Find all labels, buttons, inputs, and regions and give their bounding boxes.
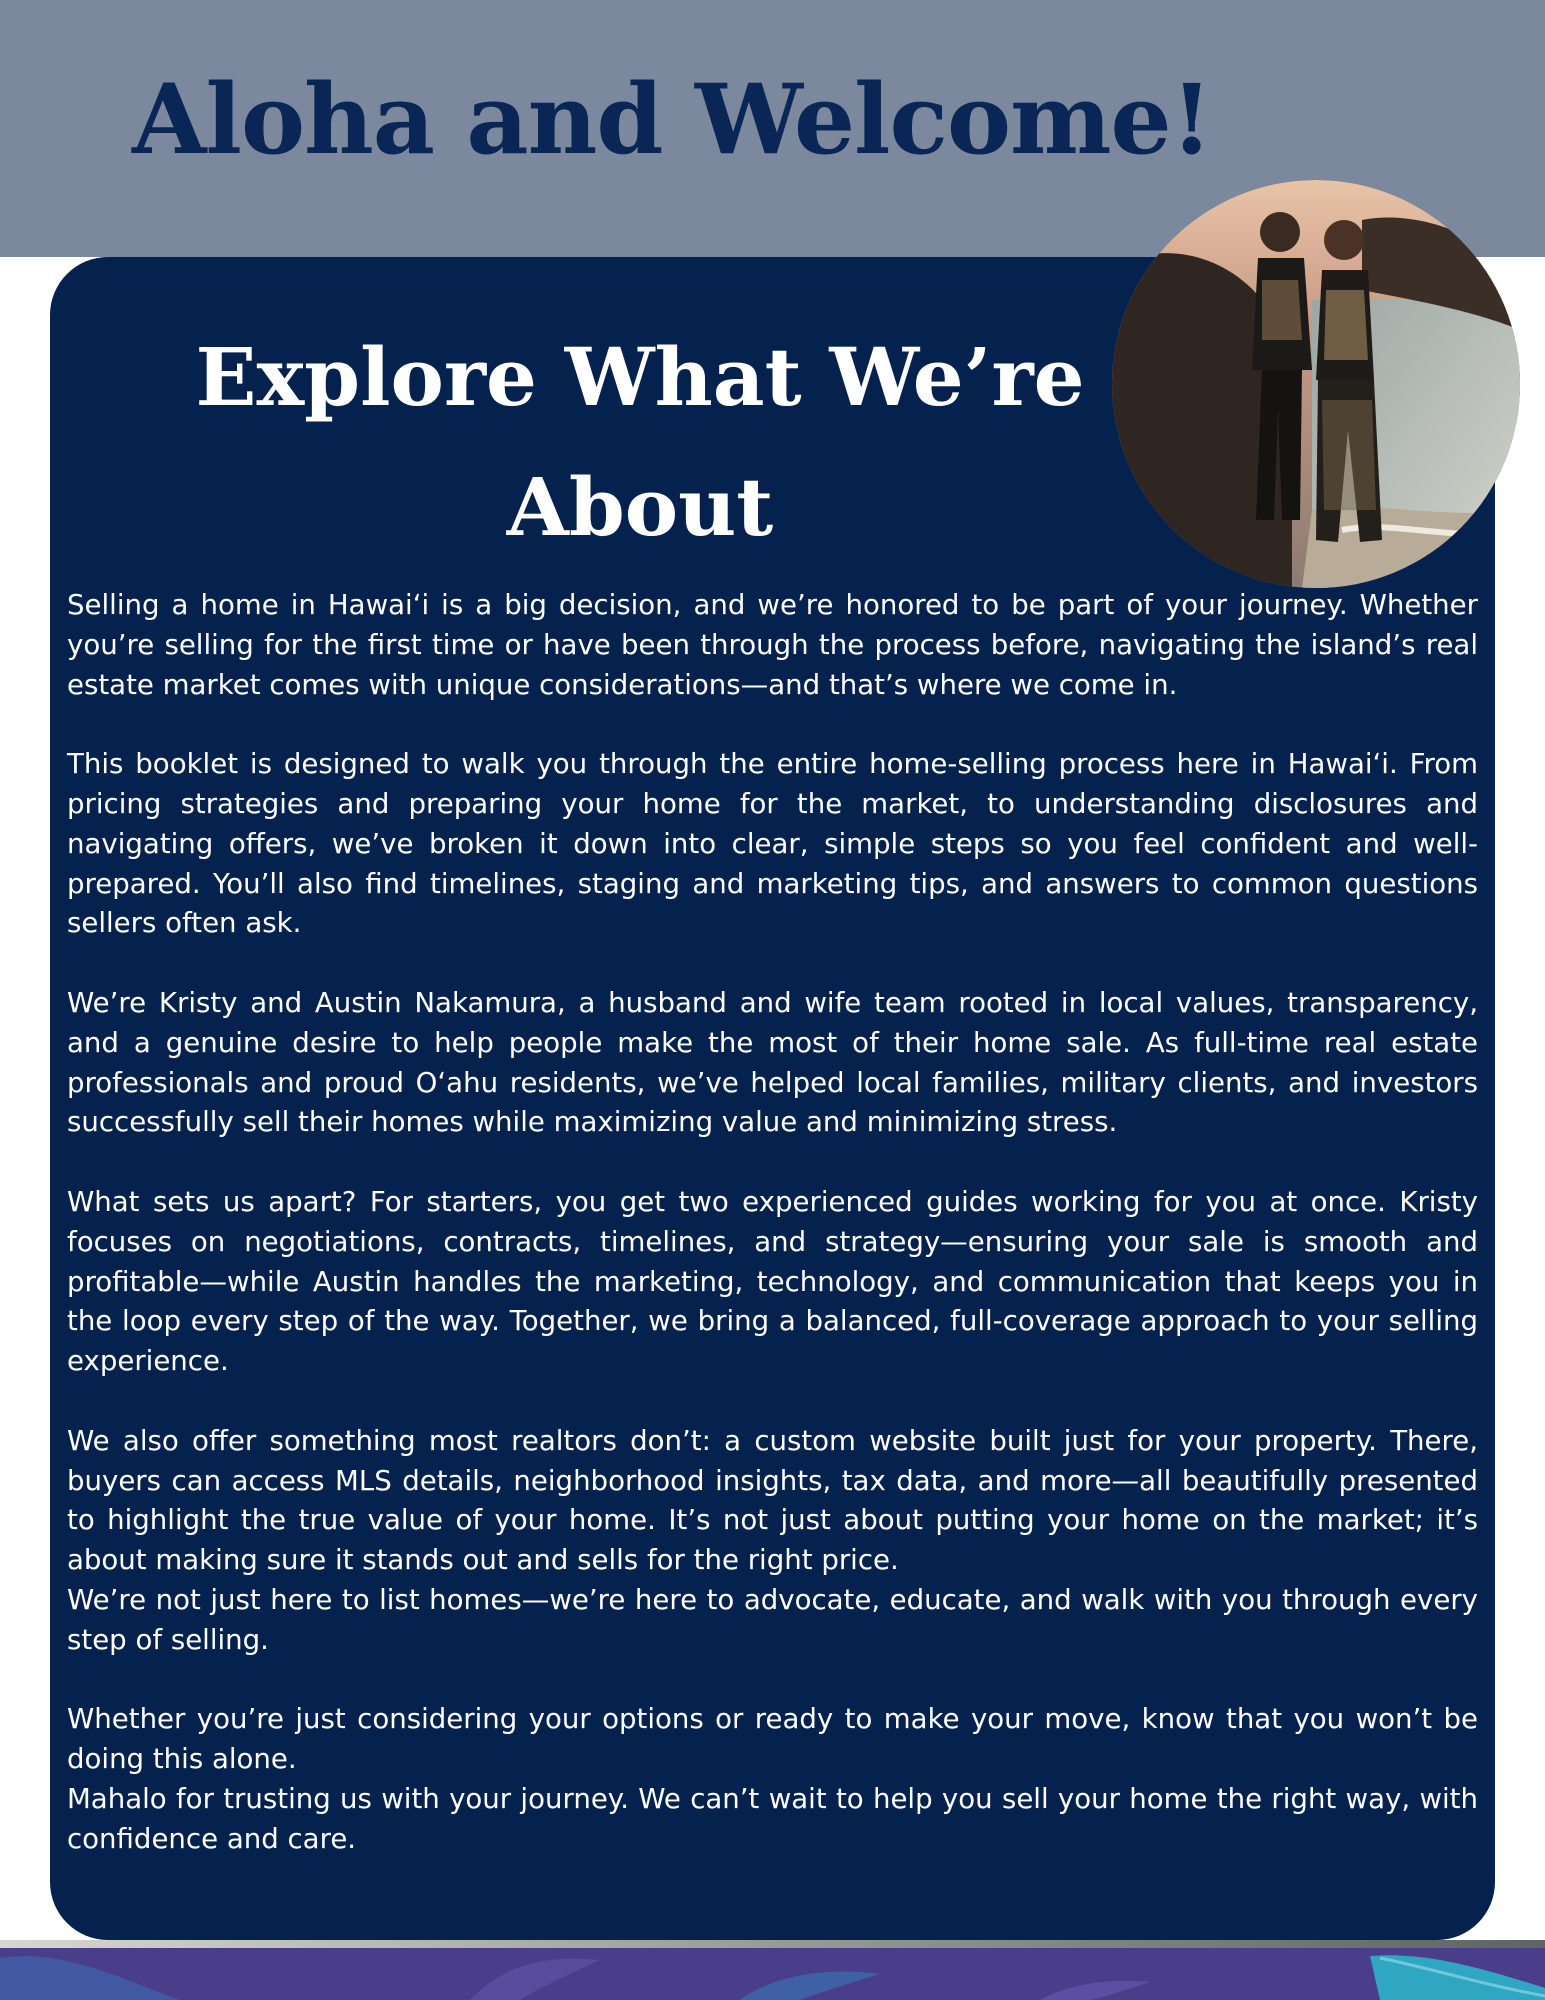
section-heading <box>120 312 1160 572</box>
section-heading-line-1: Explore What We’re <box>195 330 1085 424</box>
paragraph-considering-options: Whether you’re just considering your options or ready to make your move, know that you won’t be doing this alone. <box>67 1702 1478 1776</box>
bottom-decor-band <box>0 1948 1545 2000</box>
page-title: Aloha and Welcome! <box>132 63 1212 176</box>
body-text <box>67 585 1478 1859</box>
section-heading-line-2: About <box>506 460 774 554</box>
paragraph-intro: Selling a home in Hawaiʻi is a big decision, and we’re honored to be part of your journey. Whether you’re selling for the first time or have been through the process before, navigating the island’s real estate market comes with unique considerations—and that’s where we come in. <box>67 588 1478 701</box>
paragraph-booklet: This booklet is designed to walk you through the entire home-selling process here in Hawaiʻi. From pricing strategies and preparing your home for the market, to understanding disclosures and navigating offers, we’ve broken it down into clear, simple steps so you feel confident and well-prepared. You’ll also find timelines, staging and marketing tips, and answers to common questions sellers often ask. <box>67 747 1478 940</box>
paragraph-what-sets-us-apart: What sets us apart? For starters, you get two experienced guides working for you at once. Kristy focuses on negotiations, contracts, timelines, and strategy—ensuring your sale is smooth and profitable—while Austin handles the marketing, technology, and communication that keeps you in the loop every step of the way. Together, we bring a balanced, full-coverage approach to your selling experience. <box>67 1184 1478 1378</box>
team-photo-illustration <box>1112 180 1520 588</box>
bottom-divider <box>0 1940 1545 1948</box>
paragraph-custom-website: We also offer something most realtors don’t: a custom website built just for your property. There, buyers can access MLS details, neighborhood insights, tax data, and more—all beautifully presented to highlight the true value of your home. It’s not just about putting your home on the market; it’s about making sure it stands out and sells for the right price. <box>67 1423 1478 1577</box>
paragraph-mahalo: Mahalo for trusting us with your journey. We can’t wait to help you sell your home the right way, with confidence and care. <box>67 1781 1478 1855</box>
paragraph-advocate: We’re not just here to list homes—we’re here to advocate, educate, and walk with you through every step of selling. <box>67 1582 1478 1656</box>
tropical-leaf-pattern <box>0 1948 1545 2000</box>
paragraph-about-us: We’re Kristy and Austin Nakamura, a husband and wife team rooted in local values, transparency, and a genuine desire to help people make the most of their home sale. As full-time real estate professionals and proud Oʻahu residents, we’ve helped local families, military clients, and investors successfully sell their homes while maximizing value and minimizing stress. <box>67 985 1478 1139</box>
team-photo <box>1112 180 1520 588</box>
